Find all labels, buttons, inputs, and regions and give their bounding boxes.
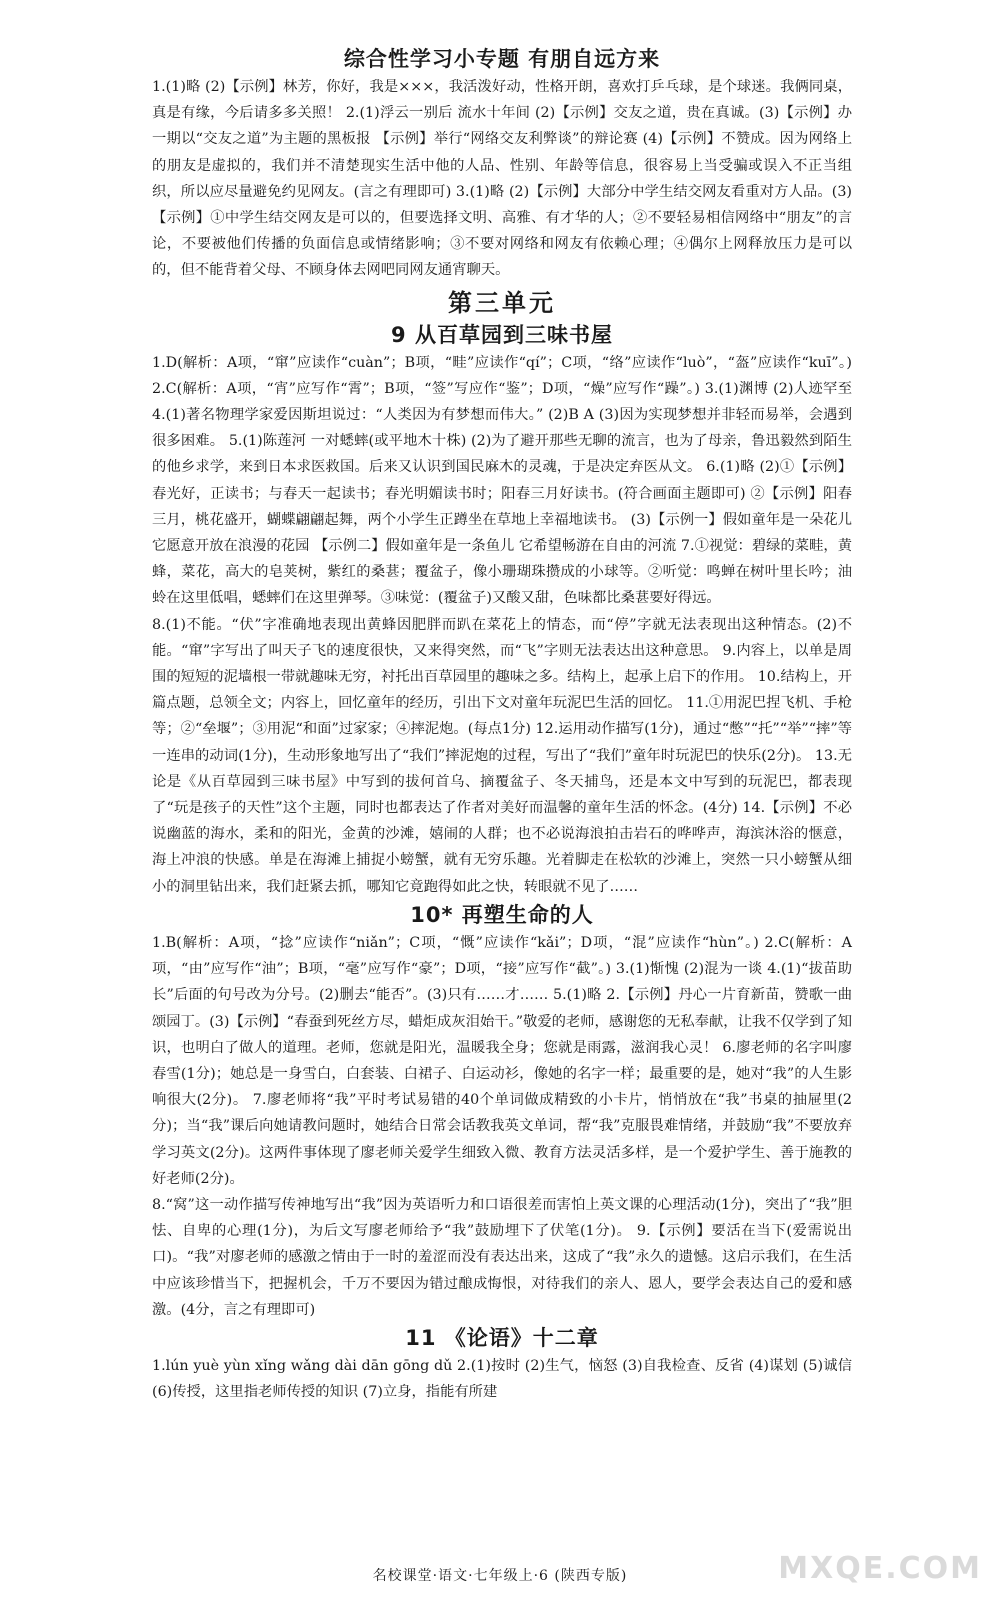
watermark-logo: MXQE.COM	[778, 1551, 982, 1586]
lesson-9-title: 9 从百草园到三味书屋	[391, 322, 613, 347]
section-answer-comprehensive: 1.(1)略 (2)【示例】林芳，你好，我是×××，我活泼好动，性格开朗，喜欢打乒乓球，是个球迷。我俩同桌，真是有缘，今后请多多关照！ 2.(1)浮云一别后 流水十年间 (2)【示例】交友之道，贵在真诚。(3)【示例】办一期以“交友之道”为主题的黑板报 【示例】举行“网络交友利弊谈”的辩论赛 (4)【示例】不赞成。因为网络上的朋友是虚拟的，我们并不清楚现实生活中他的人品、性别、年龄等信息，很容易上当受骗或误入不正当组织，所以应尽量避免约见网友。(言之有理即可) 3.(1)略 (2)【示例】大部分中学生结交网友看重对方人品。(3)【示例】①中学生结交网友是可以的，但要选择文明、高雅、有才华的人；②不要轻易相信网络中“朋友”的言论，不要被他们传播的负面信息或情绪影响；③不要对网络和网友有依赖心理；④偶尔上网释放压力是可以的，但不能背着父母、不顾身体去网吧同网友通宵聊天。	[152, 79, 852, 279]
lesson-10-answer-part2: 8.“窝”这一动作描写传神地写出“我”因为英语听力和口语很差而害怕上英文课的心理活动(1分)，突出了“我”胆怯、自卑的心理(1分)，为后文写廖老师给予“我”鼓励埋下了伏笔(1分)。 9.【示例】要活在当下(爱需说出口)。“我”对廖老师的感激之情由于一时的羞涩而没有表达出来，这成了“我”永久的遗憾。这启示我们，在生活中应该珍惜当下，把握机会，千万不要因为错过酿成悔恨，对待我们的亲人、恩人，要学会表达自己的爱和感激。(4分，言之有理即可)	[152, 1196, 852, 1318]
lesson-10-answer: 1.B(解析：A项，“捻”应读作“niǎn”；C项，“慨”应读作“kǎi”；D项，“混”应读作“hùn”。) 2.C(解析：A项，“由”应写作“油”；B项，“毫”应写作“豪”；D项，“接”应写作“截”。) 3.(1)惭愧 (2)混为一谈 4.(1)“拔苗助长”后面的句号改为分号。(2)删去“能否”。(3)只有……才…… 5.(1)略 2.【示例】丹心一片育新苗，赞歌一曲颂园丁。(3)【示例】“春蚕到死丝方尽，蜡炬成灰泪始干。”敬爱的老师，感谢您的无私奉献，让我不仅学到了知识，也明白了做人的道理。老师，您就是阳光，温暖我全身；您就是雨露，滋润我心灵！ 6.廖老师的名字叫廖春雪(1分)；她总是一身雪白，白套装、白裙子、白运动衫，像她的名字一样；最重要的是，她对“我”的人生影响很大(2分)。 7.廖老师将“我”平时考试易错的40个单词做成精致的小卡片，悄悄放在“我”书桌的抽屉里(2分)；当“我”课后向她请教问题时，她结合日常会话教我英文单词，帮“我”克服畏难情绪，并鼓励“我”不要放弃学习英文(2分)。这两件事体现了廖老师关爱学生细致入微、教育方法灵活多样，是一个爱护学生、善于施教的好老师(2分)。	[152, 934, 852, 1187]
section-title-comprehensive: 综合性学习小专题 有朋自远方来	[343, 47, 661, 71]
lesson-10-title: 10* 再塑生命的人	[410, 902, 594, 927]
lesson-9-answer-part2: 8.(1)不能。“伏”字准确地表现出黄蜂因肥胖而趴在菜花上的情态，而“停”字就无法表现出这种情态。(2)不能。“窜”字写出了叫天子飞的速度很快，又来得突然，而“飞”字则无法表达出这种意思。 9.内容上，以单是周围的短短的泥墙根一带就趣味无穷，衬托出百草园里的趣味之多。结构上，起承上启下的作用。 10.结构上，开篇点题，总领全文；内容上，回忆童年的经历，引出下文对童年玩泥巴生活的回忆。 11.①用泥巴捏飞机、手枪等；②“垒堰”；③用泥“和面”过家家；④摔泥炮。(每点1分) 12.运用动作描写(1分)，通过“憋”“托”“举”“摔”等一连串的动词(1分)，生动形象地写出了“我们”摔泥炮的过程，写出了“我们”童年时玩泥巴的快乐(2分)。 13.无论是《从百草园到三味书屋》中写到的拔何首乌、摘覆盆子、冬天捕鸟，还是本文中写到的玩泥巴，都表现了“玩是孩子的天性”这个主题，同时也都表达了作者对美好而温馨的童年生活的怀念。(4分) 14.【示例】不必说幽蓝的海水，柔和的阳光，金黄的沙滩，嬉闹的人群；也不必说海浪拍击岩石的哗哗声，海滨沐浴的惬意，海上冲浪的快感。单是在海滩上捕捉小螃蟹，就有无穷乐趣。光着脚走在松软的沙滩上，突然一只小螃蟹从细小的洞里钻出来，我们赶紧去抓，哪知它竟跑得如此之快，转眼就不见了……	[152, 616, 852, 895]
page-footer: 名校课堂·语文·七年级上·6 (陕西专版)	[372, 1568, 628, 1584]
answer-page	[152, 44, 852, 1405]
lesson-11-title: 11 《论语》十二章	[405, 1325, 599, 1350]
lesson-11-answer: 1.lún yuè yùn xǐng wǎng dài dān gōng dǔ 2.(1)按时 (2)生气，恼怒 (3)自我检查、反省 (4)谋划 (5)诚信 (6)传授，这里指老师传授的知识 (7)立身，指能有所建	[152, 1357, 852, 1401]
unit-title: 第三单元	[448, 287, 556, 317]
lesson-9-answer: 1.D(解析：A项，“窜”应读作“cuàn”；B项，“畦”应读作“qí”；C项，“络”应读作“luò”，“盔”应读作“kuī”。) 2.C(解析：A项，“宵”应写作“霄”；B项，“签”写应作“鉴”；D项，“燥”应写作“躁”。) 3.(1)渊博 (2)人迹罕至 4.(1)著名物理学家爱因斯坦说过：“人类因为有梦想而伟大。” (2)B A (3)因为实现梦想并非轻而易举，会遇到很多困难。 5.(1)陈莲河 一对蟋蟀(或平地木十株) (2)为了避开那些无聊的流言，也为了母亲，鲁迅毅然到陌生的他乡求学，来到日本求医救国。后来又认识到国民麻木的灵魂，于是决定弃医从文。 6.(1)略 (2)①【示例】春光好，正读书；与春天一起读书；春光明媚读书时；阳春三月好读书。(符合画面主题即可) ②【示例】阳春三月，桃花盛开，蝴蝶翩翩起舞，两个小学生正蹲坐在草地上幸福地读书。 (3)【示例一】假如童年是一朵花儿 它愿意开放在浪漫的花园 【示例二】假如童年是一条鱼儿 它希望畅游在自由的河流 7.①视觉：碧绿的菜畦，黄蜂，菜花，高大的皂荚树，紫红的桑葚；覆盆子，像小珊瑚珠攒成的小球等。②听觉：鸣蝉在树叶里长吟；油蛉在这里低唱，蟋蟀们在这里弹琴。③味觉：(覆盆子)又酸又甜，色味都比桑葚要好得远。	[152, 354, 852, 607]
